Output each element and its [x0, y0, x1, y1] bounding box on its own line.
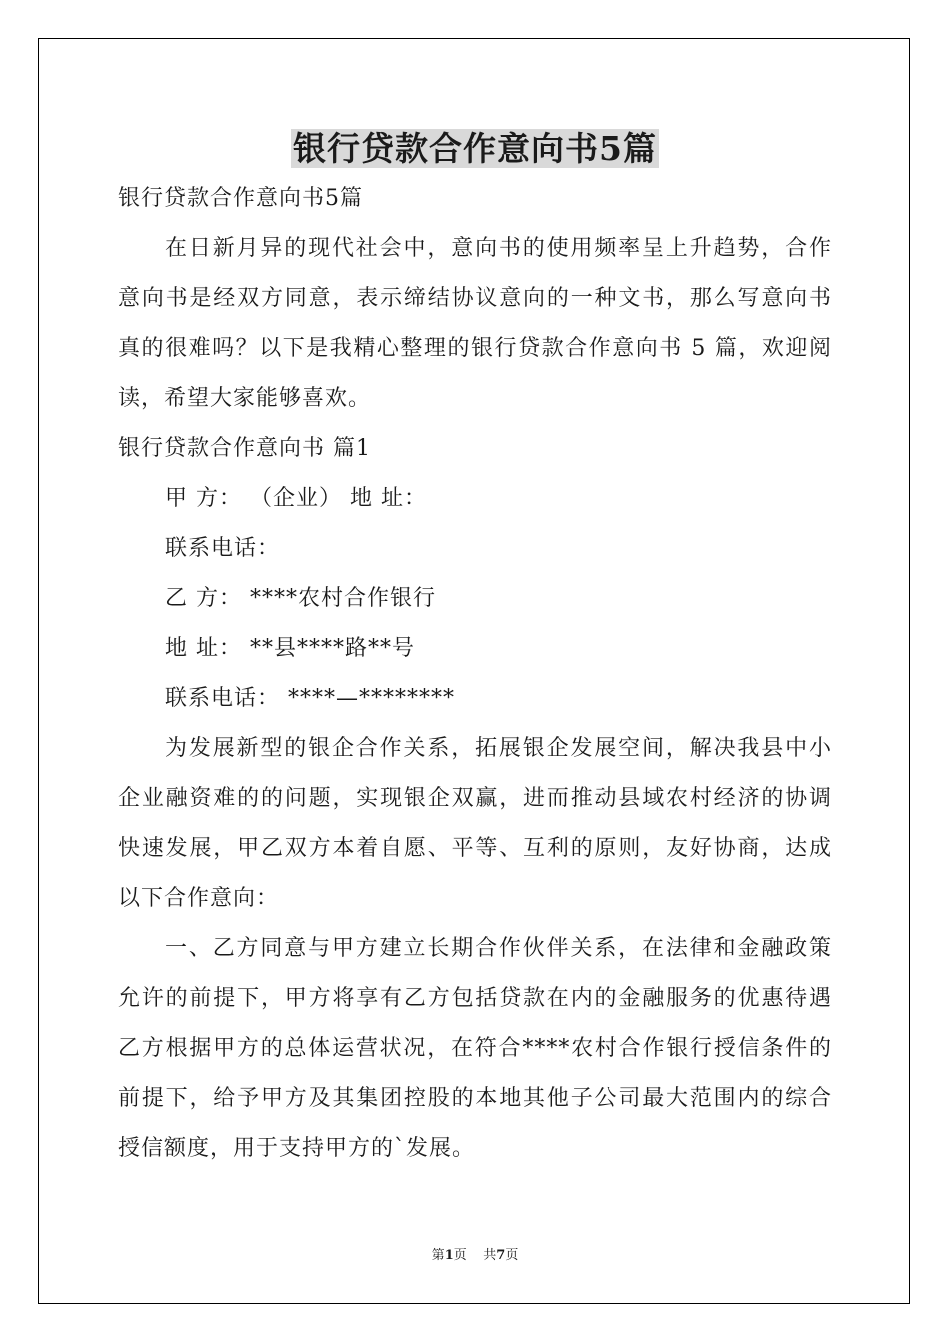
footer-page-mid: 页 共 — [453, 1248, 497, 1263]
intro-line-2: 意向书是经双方同意，表示缔结协议意向的一种文书，那么写意向书 — [118, 286, 832, 311]
clause-1-line-5: 授信额度，用于支持甲方的`发展。 — [118, 1136, 476, 1161]
page-border — [38, 38, 910, 1304]
intro-line-1: 在日新月异的现代社会中，意向书的使用频率呈上升趋势，合作 — [165, 236, 832, 261]
clause-1-line-3: 乙方根据甲方的总体运营状况，在符合****农村合作银行授信条件的 — [118, 1036, 832, 1061]
section-heading: 银行贷款合作意向书 篇1 — [118, 436, 371, 461]
clause-1-line-4: 前提下，给予甲方及其集团控股的本地其他子公司最大范围内的综合 — [118, 1086, 832, 1111]
address-line: 地 址： **县****路**号 — [165, 636, 415, 661]
footer-page-prefix: 第 — [431, 1248, 445, 1263]
phone-line-2: 联系电话： ****—******** — [165, 686, 455, 711]
footer-page-current: 1 — [444, 1248, 454, 1263]
purpose-line-4: 以下合作意向： — [118, 886, 280, 911]
purpose-line-3: 快速发展，甲乙双方本着自愿、平等、互利的原则，友好协商，达成 — [118, 836, 832, 861]
document-title-text: 银行贷款合作意向书5篇 — [293, 129, 657, 168]
document-subtitle: 银行贷款合作意向书5篇 — [118, 186, 363, 211]
footer-page-suffix: 页 — [505, 1248, 519, 1263]
document-title — [0, 124, 950, 174]
footer-page-total: 7 — [496, 1248, 506, 1263]
phone-line-1: 联系电话： — [165, 536, 281, 561]
intro-line-3: 真的很难吗？以下是我精心整理的银行贷款合作意向书 5 篇，欢迎阅 — [118, 336, 832, 361]
party-a-line: 甲 方： （企业） 地 址： — [165, 486, 427, 511]
purpose-line-1: 为发展新型的银企合作关系，拓展银企发展空间，解决我县中小 — [165, 736, 832, 761]
intro-line-4: 读，希望大家能够喜欢。 — [118, 386, 372, 411]
page-footer — [0, 1246, 950, 1266]
party-b-line: 乙 方： ****农村合作银行 — [165, 586, 436, 611]
purpose-line-2: 企业融资难的的问题，实现银企双赢，进而推动县域农村经济的协调 — [118, 786, 832, 811]
clause-1-line-1: 一、乙方同意与甲方建立长期合作伙伴关系，在法律和金融政策 — [165, 936, 832, 961]
clause-1-line-2: 允许的前提下，甲方将享有乙方包括贷款在内的金融服务的优惠待遇 — [118, 986, 832, 1011]
